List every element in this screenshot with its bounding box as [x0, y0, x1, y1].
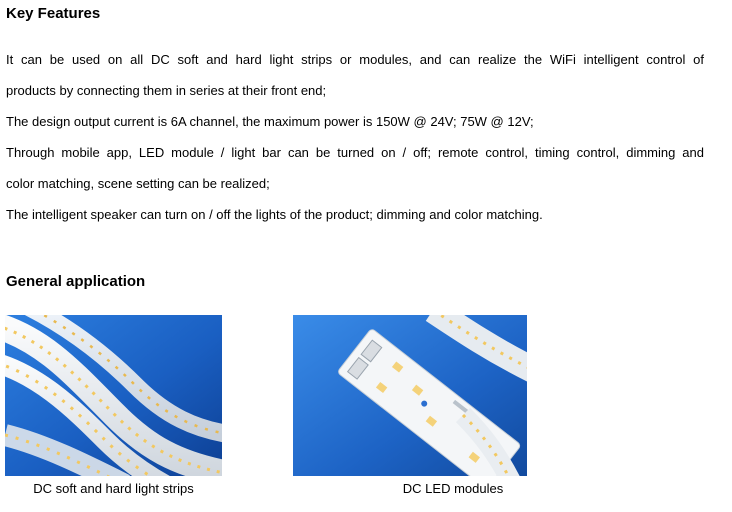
feature-paragraph-2: The design output current is 6A channel, the maximum power is 150W @ 24V; 75W @ 12V;	[6, 114, 534, 129]
general-application-heading: General application	[6, 273, 146, 290]
feature-paragraph-4: The intelligent speaker can turn on / off the lights of the product; dimming and color matching.	[6, 207, 543, 222]
led-strips-caption: DC soft and hard light strips	[33, 481, 194, 496]
led-modules-caption: DC LED modules	[402, 481, 504, 496]
key-features-heading: Key Features	[6, 5, 101, 22]
feature-paragraph-3-line-1: Through mobile app, LED module / light bar can be turned on / off; remote control, timing control, dimming and	[6, 145, 704, 160]
feature-paragraph-3-line-2: color matching, scene setting can be realized;	[6, 176, 270, 191]
feature-paragraph-1-line-2: products by connecting them in series at their front end;	[6, 83, 327, 98]
led-modules-photo	[293, 315, 527, 476]
led-strips-photo	[5, 315, 222, 476]
feature-paragraph-1-line-1: It can be used on all DC soft and hard light strips or modules, and can realize the WiFi intelligent control of	[6, 52, 704, 67]
